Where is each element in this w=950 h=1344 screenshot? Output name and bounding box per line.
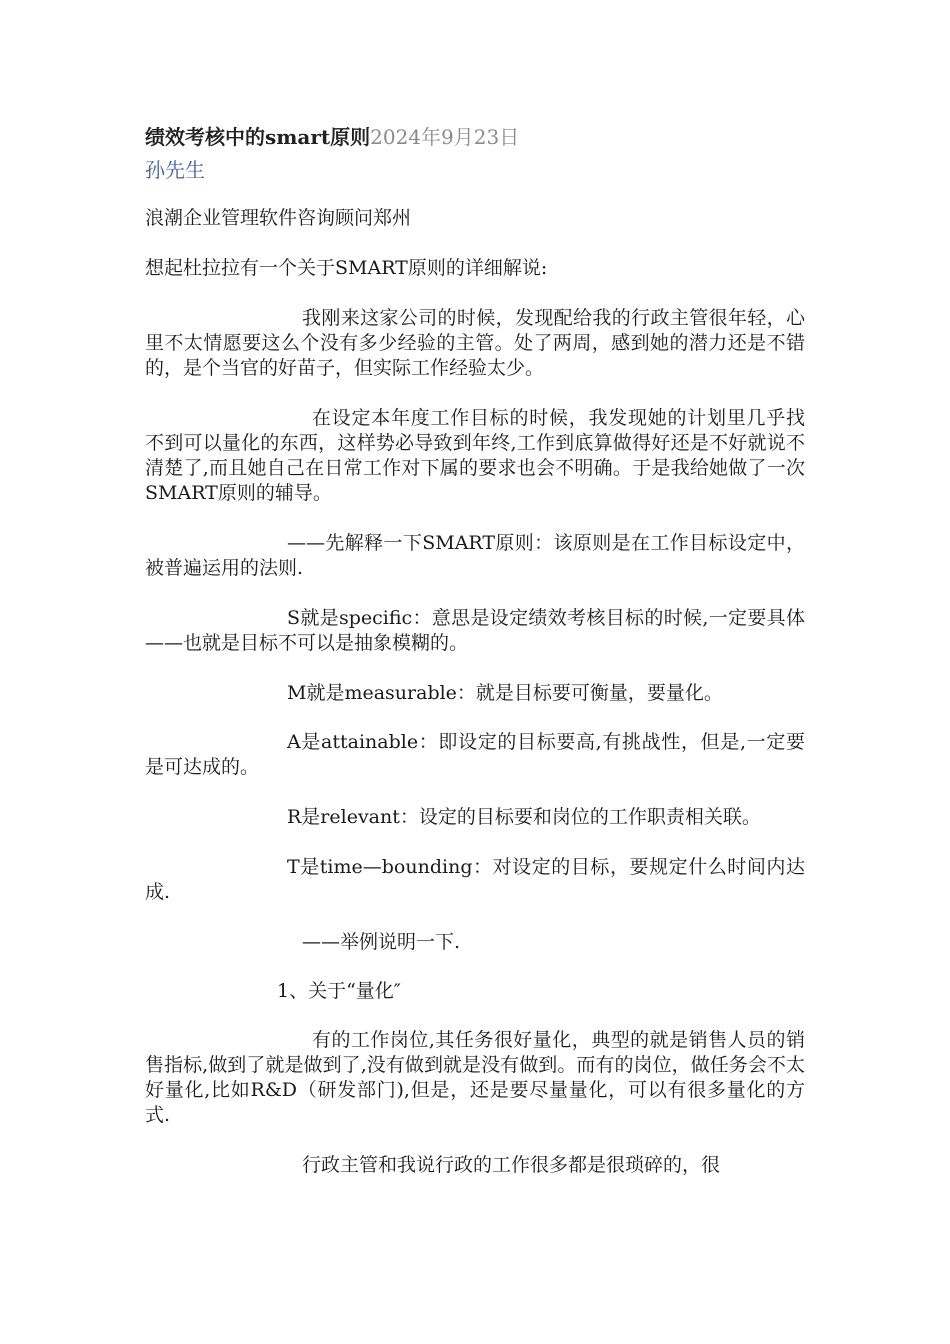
paragraph-company: 浪潮企业管理软件咨询顾问郑州 — [145, 207, 412, 229]
paragraph-time-bounding: T是time—bounding：对设定的目标，要规定什么时间内达成. — [145, 856, 805, 903]
paragraph-goal-setting: 在设定本年度工作目标的时候，我发现她的计划里几乎找不到可以量化的东西，这样势必导致到年终,工作到底算做得好还是不好就说不清楚了,而且她自己在日常工作对下属的要求也会不明确。于是我给她做了一次SMART原则的辅导。 — [145, 407, 805, 504]
document-date: 2024年9月23日 — [370, 125, 520, 149]
document-author: 孙先生 — [145, 158, 205, 182]
paragraph-background: 我刚来这家公司的时候，发现配给我的行政主管很年轻，心里不太情愿要这么个没有多少经验的主管。处了两周，感到她的潜力还是不错的，是个当官的好苗子，但实际工作经验太少。 — [145, 307, 805, 379]
paragraph-smart-definition: ——先解释一下SMART原则：该原则是在工作目标设定中，被普遍运用的法则. — [145, 532, 805, 579]
paragraph-admin-tasks: 行政主管和我说行政的工作很多都是很琐碎的，很 — [302, 1154, 721, 1176]
paragraph-relevant: R是relevant：设定的目标要和岗位的工作职责相关联。 — [287, 806, 761, 828]
paragraph-measurable: M就是measurable：就是目标要可衡量，要量化。 — [287, 682, 723, 704]
paragraph-quantify-body: 有的工作岗位,其任务很好量化，典型的就是销售人员的销售指标,做到了就是做到了,没有做到就是没有做到。而有的岗位，做任务会不太好量化,比如R&D（研发部门),但是，还是要尽量量化，可以有很多量化的方式. — [145, 1029, 805, 1126]
paragraph-example-heading: ——举例说明一下. — [302, 931, 461, 953]
paragraph-quantify-heading: 1、关于“量化″ — [277, 980, 401, 1002]
document-title: 绩效考核中的smart原则 — [145, 125, 371, 149]
paragraph-intro: 想起杜拉拉有一个关于SMART原则的详细解说: — [145, 257, 548, 279]
document-body — [145, 122, 805, 1203]
paragraph-specific: S就是specific：意思是设定绩效考核目标的时候,一定要具体——也就是目标不可以是抽象模糊的。 — [145, 607, 805, 654]
paragraph-attainable: A是attainable：即设定的目标要高,有挑战性，但是,一定要是可达成的。 — [145, 731, 805, 778]
document-title-line — [145, 122, 805, 152]
